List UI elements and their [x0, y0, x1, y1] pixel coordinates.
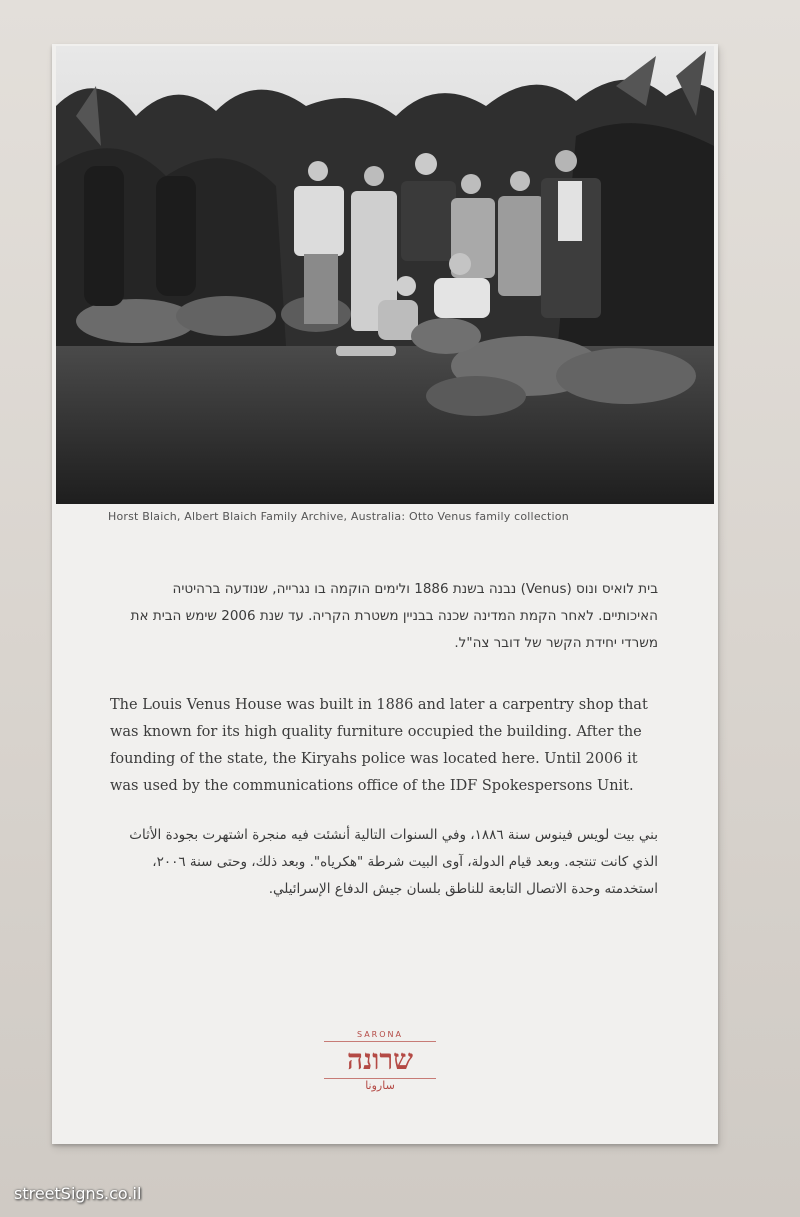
information-sign: [52, 44, 718, 1144]
logo-latin-text: SARONA: [356, 1030, 403, 1039]
photo-caption: Horst Blaich, Albert Blaich Family Archive, Australia: Otto Venus family collection: [108, 510, 569, 523]
arabic-paragraph: بني بيت لويس فينوس سنة ١٨٨٦، وفي السنوات التالية أنشئت فيه منجرة اشتهرت بجودة الأثاث الذي كانت تنتجه. وبعد قيام الدولة، آوى البيت شرطة "هكرياه". وبعد ذلك، وحتى سنة ٢٠٠٦، استخدمته وحدة الاتصال التابعة للناطق بلسان جيش الدفاع الإسرائيلي.: [129, 827, 658, 897]
site-watermark: streetSigns.co.il: [14, 1184, 142, 1203]
english-paragraph: The Louis Venus House was built in 1886 and later a carpentry shop that was known for its high quality furniture occupied the building. After the founding of the state, the Kiryahs police was located here. Until 2006 it was used by the communications office of the IDF Spokespersons Unit.: [110, 697, 648, 794]
logo-arabic-text: سارونا: [365, 1079, 395, 1092]
hebrew-paragraph: בית לואיס ונוס (Venus) נבנה בשנת 1886 ולימים הוקמה בו נגרייה, שנודעה ברהיטיה האיכותיים. לאחר הקמת המדינה שכנה בבניין משטרת הקריה. עד שנת 2006 שימש הבית את משרדי יחידת הקשר של דובר צה"ל.: [130, 581, 658, 651]
historic-photo: [56, 46, 714, 504]
logo-hebrew-text: שרונה: [347, 1043, 413, 1076]
sarona-logo: [318, 1030, 442, 1100]
historic-photo-image: [56, 46, 714, 504]
